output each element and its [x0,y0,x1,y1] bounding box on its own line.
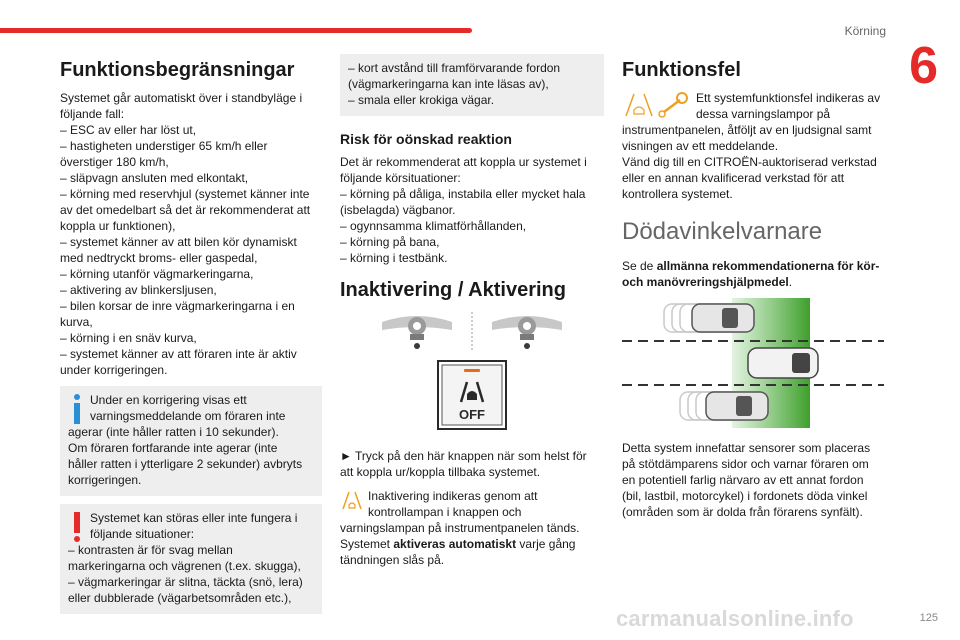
section-title-limitations: Funktionsbegränsningar [60,59,295,81]
text-line: Detta system innefattar sensorer som placeras [622,441,871,455]
exclamation-icon [72,512,82,542]
text-line: under korrigeringen. [60,363,168,377]
text-line: en potentiell farlig närvaro av ett annat fordon [622,473,864,487]
text-line: – hastigheten understiger 65 km/h eller [60,139,268,153]
limitations-text [60,90,322,378]
text-line: (isbelagda) vägbanor. [340,203,456,217]
text-fragment: Se de [622,259,657,273]
text-line: följande körsituationer: [340,171,461,185]
text-line: eller en annan kvalificerad verkstad för att [622,171,845,185]
page-number: 125 [919,612,938,624]
see-recommendations-text-2 [622,274,884,290]
info-icon [72,394,82,424]
blind-spot-illustration [622,298,884,430]
text-line: Vänd dig till en CITROËN-auktoriserad verkstad [622,155,877,169]
text-line: eller dubblerade (vägarbetsområden etc.), [68,591,292,605]
text-line: håller ratten i ytterligare 2 sekunder) avbryts [68,457,303,471]
text-line: kurva, [60,315,93,329]
text-line: – kort avstånd till framförvarande fordon [348,61,561,75]
text-line: Under en korrigering visas ett [90,393,247,407]
text-line: (bil, lastbil, motorcykel) i fordonets döda vinkel [622,489,868,503]
bold-fragment: och manövreringshjälpmedel [622,275,789,289]
text-line: (områden som är dolda från förarens synfält). [622,505,863,519]
text-line: – bilen korsar de inre vägmarkeringarna i en [60,299,295,313]
text-line: – smala eller krokiga vägar. [348,93,495,107]
press-text [340,448,604,480]
header-accent-bar [0,28,472,33]
fault-warning-lamps-icon [622,90,696,122]
section-title-blind-spot: Dödavinkelvarnare [622,218,823,245]
section-title-fault: Funktionsfel [622,59,741,81]
column-3 [622,54,884,528]
text-line: markeringarna och vägrenen (t.ex. skugga), [68,559,301,573]
continuation-box [340,54,604,116]
text-fragment: varje gång [516,537,576,551]
see-recommendations-text [622,258,884,274]
bold-fragment: aktiveras automatiskt [393,537,517,551]
text-line: – körning i en snäv kurva, [60,331,197,345]
text-line: – körning utanför vägmarkeringarna, [60,267,254,281]
bold-fragment: allmänna rekommendationerna för kör- [656,259,880,273]
fault-text [622,122,884,202]
text-line: med nedtryckt broms- eller gaspedal, [60,251,258,265]
fault-warning-row [622,90,884,122]
chapter-number: 6 [909,37,938,95]
text-line: överstiger 180 km/h, [60,155,169,169]
text-line: – ESC av eller har löst ut, [60,123,197,137]
watermark: carmanualsonline.info [616,606,854,631]
text-line: följande fall: [60,107,125,121]
text-line: (vägmarkeringarna kan inte läsas av), [348,77,549,91]
text-line: – systemet känner av att bilen kör dynamiskt [60,235,297,249]
column-1 [60,54,322,622]
text-line: – körning med reservhjul (systemet känner inte [60,187,310,201]
risk-text [340,154,604,266]
text-line: – körning på bana, [340,235,440,249]
auto-activation-text [340,536,604,552]
text-line: kontrollera systemet. [622,187,733,201]
text-line: varningslampan på instrumentpanelen tänds. [340,521,580,535]
text-line: följande situationer: [90,527,195,541]
info-box [60,386,322,496]
text-line: Det är rekommenderat att koppla ur systemet i [340,155,587,169]
section-title-risk: Risk för oönskad reaktion [340,131,512,147]
blind-spot-text [622,440,884,520]
text-fragment: . [788,275,793,289]
warning-box [60,504,322,614]
lane-warning-lamp-icon [340,490,364,510]
text-line: – ogynnsamma klimatförhållanden, [340,219,527,233]
text-line: koppla ur funktionen), [60,219,176,233]
text-line: dessa varningslampor på [696,107,831,121]
text-line: Ett systemfunktionsfel indikeras av [696,91,881,105]
lane-keeping-off-button[interactable] [437,360,507,430]
text-line: – aktivering av blinkersljusen, [60,283,217,297]
text-line: ► Tryck på den här knappen när som helst för [340,449,587,463]
text-line: att koppla ur/koppla tillbaka systemet. [340,465,541,479]
column-2 [340,54,604,568]
text-line: Systemet kan störas eller inte fungera i [90,511,298,525]
text-line: varningsmeddelande om föraren inte [90,409,286,423]
text-line: – släpvagn ansluten med elkontakt, [60,171,249,185]
off-label: OFF [459,407,485,422]
text-line: Om föraren fortfarande inte agerar (inte [68,441,278,455]
chapter-name: Körning [844,24,886,38]
text-line: instrumentpanelen, åtföljt av en ljudsignal samt [622,123,872,137]
text-line: agerar (inte håller ratten i 10 sekunder). [68,425,279,439]
text-line: på stötdämparens sidor och varnar föraren om [622,457,869,471]
text-line: visningen av ett meddelande. [622,139,779,153]
text-line: – systemet känner av att föraren inte är aktiv [60,347,297,361]
text-line: – kontrasten är för svag mellan [68,543,233,557]
text-line: – vägmarkeringar är slitna, täckta (snö, lera) [68,575,303,589]
text-line: – körning på dåliga, instabila eller mycket hala [340,187,586,201]
text-line: tändningen slås på. [340,553,445,567]
text-line: av det omedelbart så det är rekommenderat att [60,203,311,217]
text-line: kontrollampan i knappen och [368,505,522,519]
text-line: Systemet går automatiskt över i standbyläge i [60,91,303,105]
text-fragment: Systemet [340,537,394,551]
section-title-toggle: Inaktivering / Aktivering [340,279,566,301]
steering-wheel-illustration [377,312,567,352]
text-line: Inaktivering indikeras genom att [368,489,538,503]
text-line: – körning i testbänk. [340,251,448,265]
text-line: korrigeringen. [68,473,142,487]
indicator-text [340,488,604,520]
